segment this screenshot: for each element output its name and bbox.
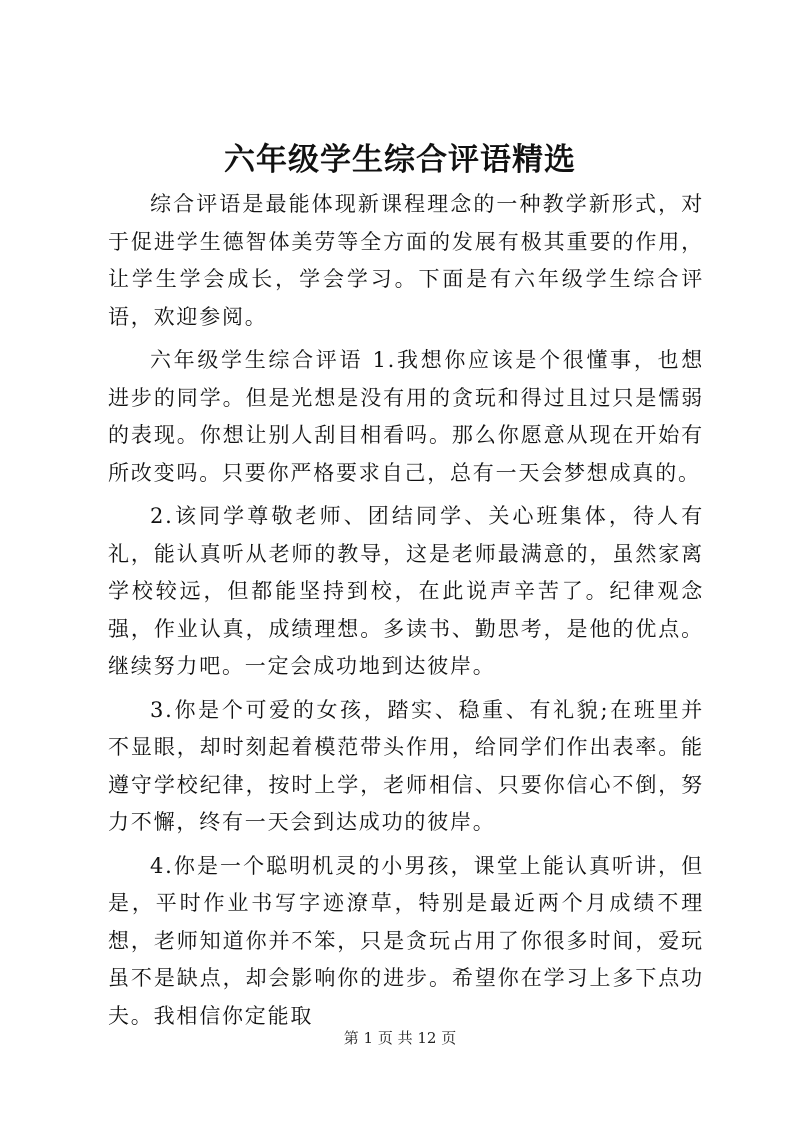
comment-paragraph-2: 2.该同学尊敬老师、团结同学、关心班集体，待人有礼，能认真听从老师的教导，这是老师最满意的，虽然家离学校较远，但都能坚持到校，在此说声辛苦了。纪律观念强，作业认真，成绩理想。多读书、勤思考，是他的优点。继续努力吧。一定会成功地到达彼岸。 xyxy=(108,504,704,678)
page-number-footer: 第 1 页 共 12 页 xyxy=(343,1029,457,1047)
comment-paragraph-1: 六年级学生综合评语 1.我想你应该是个很懂事，也想进步的同学。但是光想是没有用的贪玩和得过且过只是懦弱的表现。你想让别人刮目相看吗。那么你愿意从现在开始有所改变吗。只要你严格要求自己，总有一天会梦想成真的。 xyxy=(108,348,704,485)
comment-paragraph-3: 3.你是个可爱的女孩，踏实、稳重、有礼貌;在班里并不显眼，却时刻起着模范带头作用，给同学们作出表率。能遵守学校纪律，按时上学，老师相信、只要你信心不倒，努力不懈，终有一天会到达成功的彼岸。 xyxy=(108,697,704,834)
comment-paragraph-4: 4.你是一个聪明机灵的小男孩，课堂上能认真听讲，但是，平时作业书写字迹潦草，特别是最近两个月成绩不理想，老师知道你并不笨，只是贪玩占用了你很多时间，爱玩虽不是缺点，却会影响你的进步。希望你在学习上多下点功夫。我相信你定能取 xyxy=(108,853,704,1028)
document-title: 六年级学生综合评语精选 xyxy=(224,142,576,178)
document-body xyxy=(108,186,704,1041)
intro-paragraph: 综合评语是最能体现新课程理念的一种教学新形式，对于促进学生德智体美劳等全方面的发展有极其重要的作用，让学生学会成长，学会学习。下面是有六年级学生综合评语，欢迎参阅。 xyxy=(108,192,704,329)
